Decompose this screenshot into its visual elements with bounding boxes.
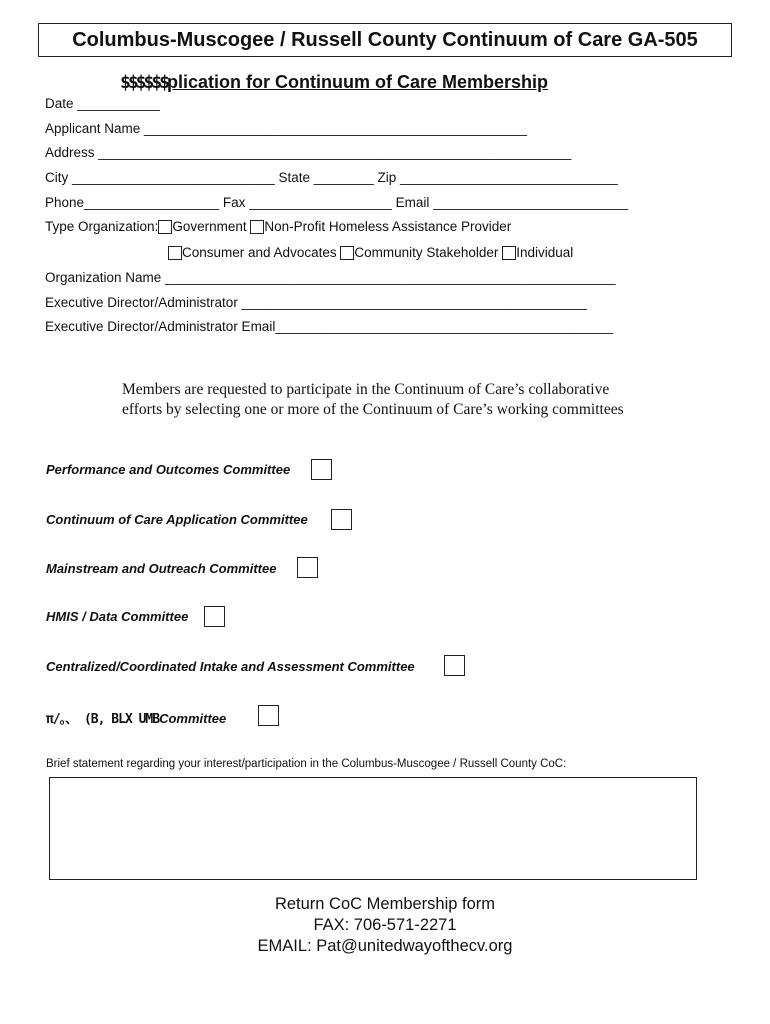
consumer-advocates-label: Consumer and Advocates xyxy=(182,245,337,260)
return-instructions xyxy=(0,894,770,957)
committee-label-hmis-data: HMIS / Data Committee xyxy=(46,609,189,624)
committee-label-other xyxy=(46,708,226,727)
return-line: Return CoC Membership form xyxy=(274,895,496,913)
executive-director-email-field[interactable]: Executive Director/Administrator Email_____________________________________________ xyxy=(45,319,614,334)
nonprofit-option-label: Non-Profit Homeless Assistance Provider xyxy=(264,219,512,234)
phone-fax-email-field[interactable]: Phone__________________ Fax ___________________ Email __________________________ xyxy=(45,195,629,210)
form-subtitle xyxy=(120,72,548,93)
email-line: EMAIL: Pat@unitedwayofthecv.org xyxy=(257,937,513,955)
community-stakeholder-label: Community Stakeholder xyxy=(354,245,499,260)
city-state-zip-field[interactable]: City ___________________________ State ________ Zip _____________________________ xyxy=(45,170,618,185)
statement-textbox[interactable] xyxy=(49,777,697,880)
address-field[interactable]: Address _______________________________________________________________ xyxy=(45,145,572,160)
government-option-label: Government xyxy=(172,219,247,234)
subtitle-garbled-prefix: $$$$$$ xyxy=(120,72,168,93)
committee-checkbox-hmis-data[interactable] xyxy=(204,606,225,627)
committee-label-intake-assessment: Centralized/Coordinated Intake and Assessment Committee xyxy=(46,659,415,674)
organization-name-field[interactable]: Organization Name ____________________________________________________________ xyxy=(45,270,616,285)
committee-checkbox-other[interactable] xyxy=(258,705,279,726)
individual-label: Individual xyxy=(516,245,574,260)
subtitle-text: plication for Continuum of Care Membership xyxy=(167,72,549,92)
applicant-name-field[interactable]: Applicant Name ___________________________________________________ xyxy=(45,121,527,136)
community-stakeholder-checkbox[interactable] xyxy=(340,246,354,260)
type-organization-row xyxy=(45,219,511,234)
fax-line: FAX: 706-571-2271 xyxy=(313,916,457,934)
executive-director-field[interactable]: Executive Director/Administrator ______________________________________________ xyxy=(45,295,587,310)
individual-checkbox[interactable] xyxy=(502,246,516,260)
committee-label-coc-application: Continuum of Care Application Committee xyxy=(46,512,308,527)
nonprofit-checkbox[interactable] xyxy=(250,220,264,234)
committee-checkbox-mainstream-outreach[interactable] xyxy=(297,557,318,578)
date-field[interactable]: Date ___________ xyxy=(45,96,160,111)
government-checkbox[interactable] xyxy=(158,220,172,234)
consumer-advocates-checkbox[interactable] xyxy=(168,246,182,260)
statement-label: Brief statement regarding your interest/participation in the Columbus-Muscogee / Russell County CoC: xyxy=(46,758,567,770)
committee-checkbox-coc-application[interactable] xyxy=(331,509,352,530)
other-committee-garbled-text: π/。、 (B, BLX UMB xyxy=(46,712,160,727)
committees-instructions: Members are requested to participate in the Continuum of Care’s collaborative efforts by selecting one or more of the Continuum of Care’s working committees xyxy=(122,381,624,418)
committee-checkbox-intake-assessment[interactable] xyxy=(444,655,465,676)
committee-label-mainstream-outreach: Mainstream and Outreach Committee xyxy=(46,561,277,576)
committee-label-performance: Performance and Outcomes Committee xyxy=(46,462,291,477)
committee-checkbox-performance[interactable] xyxy=(311,459,332,480)
other-committee-label: Committee xyxy=(159,711,227,726)
form-title: Columbus-Muscogee / Russell County Continuum of Care GA-505 xyxy=(38,23,732,57)
type-organization-label: Type Organization: xyxy=(45,219,159,234)
type-organization-row-2 xyxy=(168,245,573,260)
